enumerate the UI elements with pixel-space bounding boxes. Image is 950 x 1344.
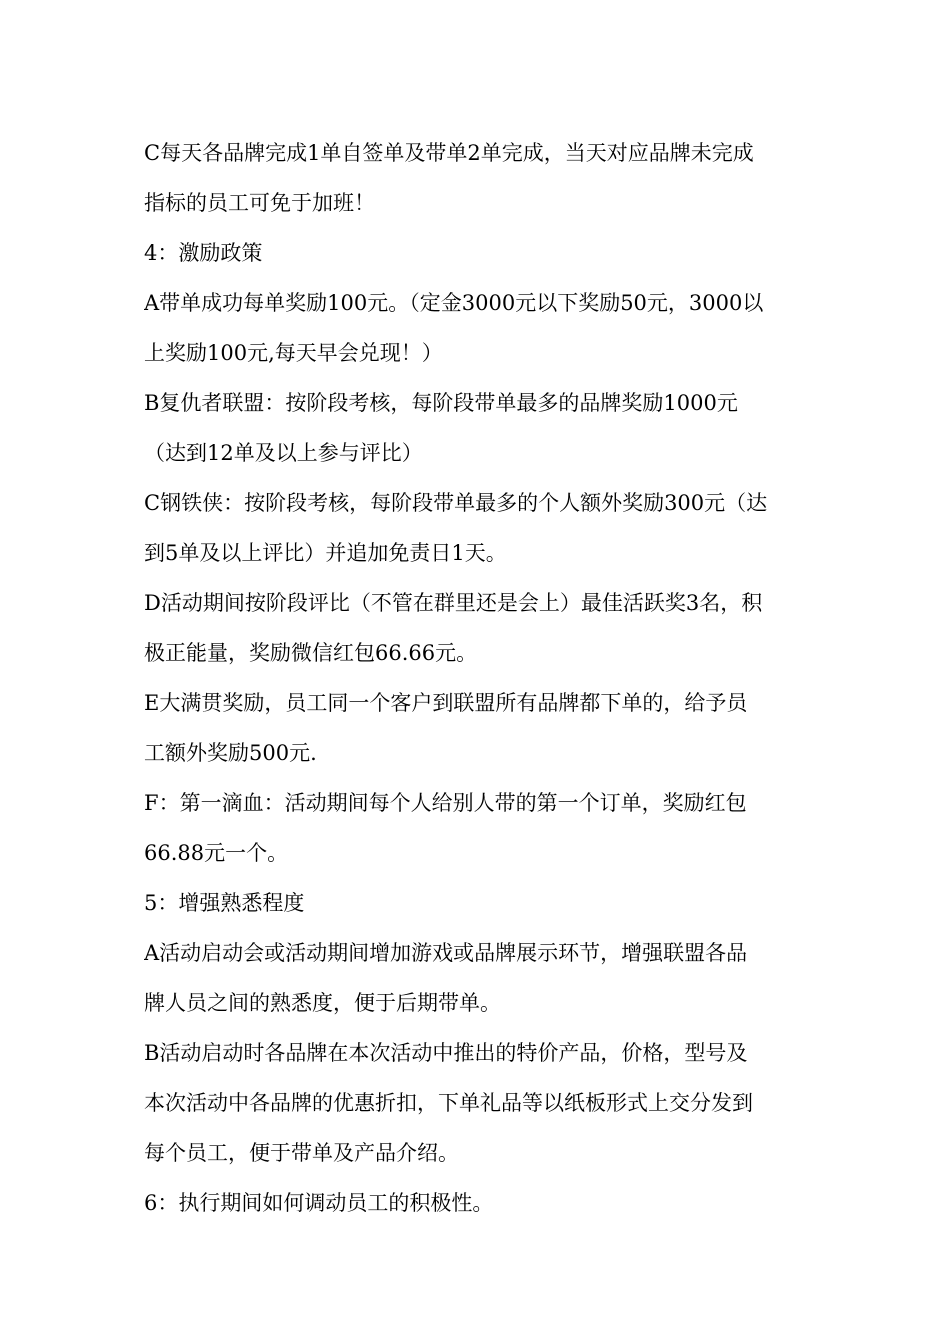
text-line-6: B复仇者联盟：按阶段考核，每阶段带单最多的品牌奖励1000元 <box>144 391 738 415</box>
section-heading-6: 6：执行期间如何调动员工的积极性。 <box>144 1191 494 1215</box>
text-line-4: A带单成功每单奖励100元。（定金3000元以下奖励50元，3000以 <box>144 291 764 315</box>
document-body <box>144 128 812 1228</box>
text-line-18: 牌人员之间的熟悉度，便于后期带单。 <box>144 991 501 1015</box>
text-line-21: 每个员工，便于带单及产品介绍。 <box>144 1141 459 1165</box>
text-line-5: 上奖励100元,每天早会兑现！） <box>144 341 443 365</box>
text-line-8: C钢铁侠：按阶段考核，每阶段带单最多的个人额外奖励300元（达 <box>144 491 768 515</box>
text-line-10: D活动期间按阶段评比（不管在群里还是会上）最佳活跃奖3名，积 <box>144 591 763 615</box>
text-line-7: （达到12单及以上参与评比） <box>144 441 423 465</box>
text-line-9: 到5单及以上评比）并追加免责日1天。 <box>144 541 507 565</box>
text-line-17: A活动启动会或活动期间增加游戏或品牌展示环节，增强联盟各品 <box>144 941 748 965</box>
text-line-15: 66.88元一个。 <box>144 841 289 865</box>
text-line-19: B活动启动时各品牌在本次活动中推出的特价产品，价格，型号及 <box>144 1041 748 1065</box>
text-line-20: 本次活动中各品牌的优惠折扣，下单礼品等以纸板形式上交分发到 <box>144 1091 753 1115</box>
text-line-11: 极正能量，奖励微信红包66.66元。 <box>144 641 478 665</box>
text-line-14: F：第一滴血：活动期间每个人给别人带的第一个订单，奖励红包 <box>144 791 747 815</box>
section-heading-5: 5：增强熟悉程度 <box>144 891 305 915</box>
text-line-12: E大满贯奖励，员工同一个客户到联盟所有品牌都下单的，给予员 <box>144 691 748 715</box>
text-line-13: 工额外奖励500元. <box>144 741 317 765</box>
text-line-1: C每天各品牌完成1单自签单及带单2单完成，当天对应品牌未完成 <box>144 141 754 165</box>
section-heading-4: 4：激励政策 <box>144 241 263 265</box>
text-line-2: 指标的员工可免于加班！ <box>144 191 375 215</box>
